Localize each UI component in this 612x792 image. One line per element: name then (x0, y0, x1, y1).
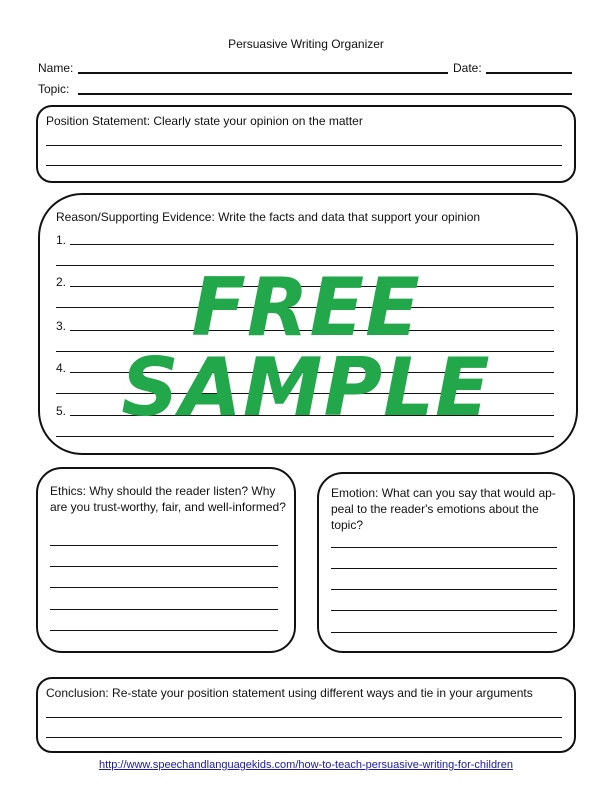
position-line-1[interactable] (46, 145, 562, 146)
conclusion-line-1[interactable] (46, 717, 562, 718)
ethics-line-3[interactable] (50, 587, 278, 588)
reason-number-1: 1. (56, 233, 67, 247)
emotion-line-3[interactable] (331, 589, 557, 590)
free-sample-watermark: FREE SAMPLE (121, 261, 491, 434)
emotion-line-5[interactable] (331, 632, 557, 633)
conclusion-line-2[interactable] (46, 737, 562, 738)
date-line[interactable] (486, 72, 572, 74)
ethics-box (36, 467, 296, 653)
ethics-line-4[interactable] (50, 609, 278, 610)
name-line[interactable] (78, 72, 448, 74)
date-label: Date: (453, 61, 482, 75)
reason-line-5b[interactable] (56, 436, 554, 437)
ethics-line-1[interactable] (50, 545, 278, 546)
emotion-prompt: Emotion: What can you say that would ap-peal to the reader's emotions about the topic? (331, 486, 556, 532)
source-url-link[interactable]: http://www.speechandlanguagekids.com/how-to-teach-persuasive-writing-for-children (99, 759, 513, 771)
ethics-line-5[interactable] (50, 630, 278, 631)
ethics-prompt: Ethics: Why should the reader listen? Why are you trust-worthy, fair, and well-informed? (50, 484, 286, 514)
position-statement-box (36, 105, 576, 183)
conclusion-prompt: Conclusion: Re-state your position statement using different ways and tie in your arguments (46, 686, 533, 700)
reason-number-4: 4. (56, 361, 67, 375)
reason-number-2: 2. (56, 275, 67, 289)
reason-number-3: 3. (56, 319, 67, 333)
emotion-line-4[interactable] (331, 610, 557, 611)
emotion-line-1[interactable] (331, 547, 557, 548)
position-statement-prompt: Position Statement: Clearly state your opinion on the matter (46, 114, 363, 128)
position-line-2[interactable] (46, 165, 562, 166)
reason-number-5: 5. (56, 404, 67, 418)
topic-line[interactable] (78, 93, 572, 95)
ethics-line-2[interactable] (50, 566, 278, 567)
emotion-line-2[interactable] (331, 568, 557, 569)
page-title: Persuasive Writing Organizer (228, 37, 384, 51)
conclusion-box (36, 677, 576, 753)
topic-label: Topic: (38, 82, 70, 96)
emotion-box (317, 472, 575, 653)
reasons-prompt: Reason/Supporting Evidence: Write the facts and data that support your opinion (56, 210, 481, 224)
name-label: Name: (38, 61, 74, 75)
reason-line-1a[interactable] (70, 244, 554, 245)
